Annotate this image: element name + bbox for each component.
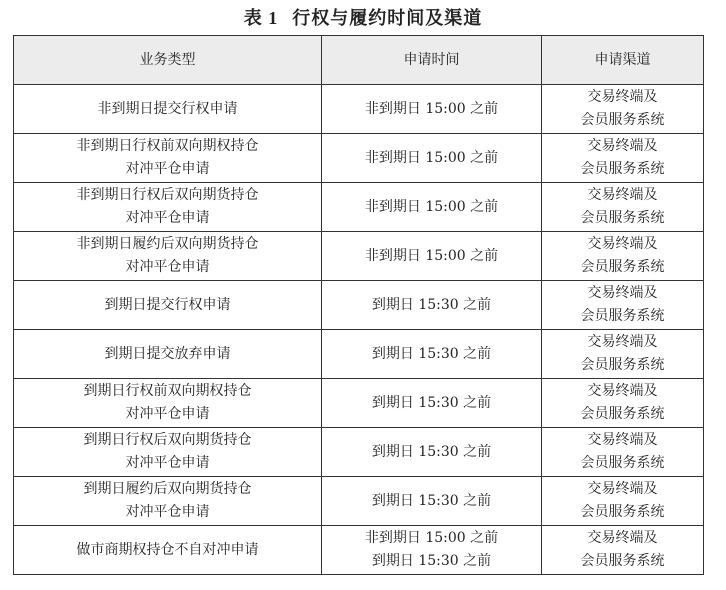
business-type-cell <box>14 281 322 330</box>
header-business-type: 业务类型 <box>14 36 322 85</box>
table-row <box>14 477 704 526</box>
cell-text-line: 对冲平仓申请 <box>125 161 210 177</box>
cell-text-line: 到期日 15:30 之前 <box>371 394 492 411</box>
cell-text-line: 交易终端及 <box>587 432 658 448</box>
application-channel-cell <box>542 477 704 526</box>
cell-text-line: 交易终端及 <box>587 481 658 497</box>
cell-text-line: 到期日履约后双向期货持仓 <box>83 481 252 497</box>
table-body <box>14 85 704 575</box>
cell-text-line: 非到期日行权后双向期货持仓 <box>76 187 259 203</box>
cell-text-line: 到期日提交行权申请 <box>104 296 231 313</box>
cell-text-line: 到期日 15:30 之前 <box>371 345 492 362</box>
application-channel-cell <box>542 281 704 330</box>
application-channel-cell <box>542 183 704 232</box>
cell-text-line: 会员服务系统 <box>580 553 665 569</box>
table-row <box>14 281 704 330</box>
table-row <box>14 85 704 134</box>
table-row <box>14 526 704 575</box>
cell-text-line: 交易终端及 <box>587 530 658 546</box>
cell-text-line: 对冲平仓申请 <box>125 406 210 422</box>
cell-text-line: 到期日行权后双向期货持仓 <box>83 432 252 448</box>
cell-text-line: 会员服务系统 <box>580 210 665 226</box>
cell-text-line: 到期日 15:30 之前 <box>371 443 492 460</box>
cell-text-line: 非到期日 15:00 之前 <box>364 100 499 117</box>
table-number: 表 1 <box>243 8 279 28</box>
application-time-cell <box>322 232 542 281</box>
application-channel-cell <box>542 428 704 477</box>
application-channel-cell <box>542 134 704 183</box>
application-time-cell <box>322 134 542 183</box>
business-type-cell <box>14 477 322 526</box>
cell-text-line: 对冲平仓申请 <box>125 504 210 520</box>
application-channel-cell <box>542 232 704 281</box>
cell-text-line: 会员服务系统 <box>580 504 665 520</box>
cell-text-line: 会员服务系统 <box>580 357 665 373</box>
cell-text-line: 到期日 15:30 之前 <box>371 296 492 313</box>
business-type-cell <box>14 85 322 134</box>
cell-text-line: 非到期日 15:00 之前 <box>364 149 499 166</box>
application-channel-cell <box>542 85 704 134</box>
cell-text-line: 会员服务系统 <box>580 455 665 471</box>
application-channel-cell <box>542 526 704 575</box>
cell-text-line: 会员服务系统 <box>580 112 665 128</box>
table-row <box>14 232 704 281</box>
application-time-cell <box>322 477 542 526</box>
cell-text-line: 交易终端及 <box>587 285 658 301</box>
business-type-cell <box>14 526 322 575</box>
cell-text-line: 交易终端及 <box>587 89 658 105</box>
header-application-time: 申请时间 <box>322 36 542 85</box>
cell-text-line: 非到期日 15:00 之前 <box>364 198 499 215</box>
cell-text-line: 对冲平仓申请 <box>125 455 210 471</box>
cell-text-line: 会员服务系统 <box>580 161 665 177</box>
cell-text-line: 非到期日提交行权申请 <box>97 100 238 117</box>
application-time-cell <box>322 85 542 134</box>
application-time-cell <box>322 330 542 379</box>
header-application-channel: 申请渠道 <box>542 36 704 85</box>
cell-text-line: 交易终端及 <box>587 187 658 203</box>
business-type-cell <box>14 183 322 232</box>
cell-text-line: 到期日行权前双向期权持仓 <box>83 383 252 399</box>
table-row <box>14 134 704 183</box>
table-row <box>14 428 704 477</box>
business-type-cell <box>14 134 322 183</box>
business-type-cell <box>14 379 322 428</box>
table-title: 行权与履约时间及渠道 <box>292 8 483 29</box>
cell-text-line: 交易终端及 <box>587 334 658 350</box>
cell-text-line: 会员服务系统 <box>580 259 665 275</box>
table-row <box>14 379 704 428</box>
business-type-cell <box>14 232 322 281</box>
application-time-cell <box>322 183 542 232</box>
cell-text-line: 会员服务系统 <box>580 308 665 324</box>
cell-text-line: 会员服务系统 <box>580 406 665 422</box>
table-row <box>14 330 704 379</box>
application-table <box>13 35 704 575</box>
application-time-cell <box>322 379 542 428</box>
cell-text-line: 到期日提交放弃申请 <box>104 345 231 362</box>
cell-text-line: 非到期日 15:00 之前 <box>364 530 499 546</box>
application-channel-cell <box>542 330 704 379</box>
cell-text-line: 对冲平仓申请 <box>125 259 210 275</box>
cell-text-line: 到期日 15:30 之前 <box>371 553 492 569</box>
cell-text-line: 交易终端及 <box>587 236 658 252</box>
cell-text-line: 交易终端及 <box>587 383 658 399</box>
cell-text-line: 对冲平仓申请 <box>125 210 210 226</box>
table-row <box>14 183 704 232</box>
cell-text-line: 做市商期权持仓不自对冲申请 <box>76 541 259 558</box>
table-caption <box>0 4 726 30</box>
cell-text-line: 到期日 15:30 之前 <box>371 492 492 509</box>
cell-text-line: 非到期日行权前双向期权持仓 <box>76 138 259 154</box>
business-type-cell <box>14 428 322 477</box>
cell-text-line: 交易终端及 <box>587 138 658 154</box>
application-channel-cell <box>542 379 704 428</box>
business-type-cell <box>14 330 322 379</box>
application-time-cell <box>322 281 542 330</box>
cell-text-line: 非到期日 15:00 之前 <box>364 247 499 264</box>
application-time-cell <box>322 428 542 477</box>
table-header-row <box>14 36 704 85</box>
application-time-cell <box>322 526 542 575</box>
cell-text-line: 非到期日履约后双向期货持仓 <box>76 236 259 252</box>
